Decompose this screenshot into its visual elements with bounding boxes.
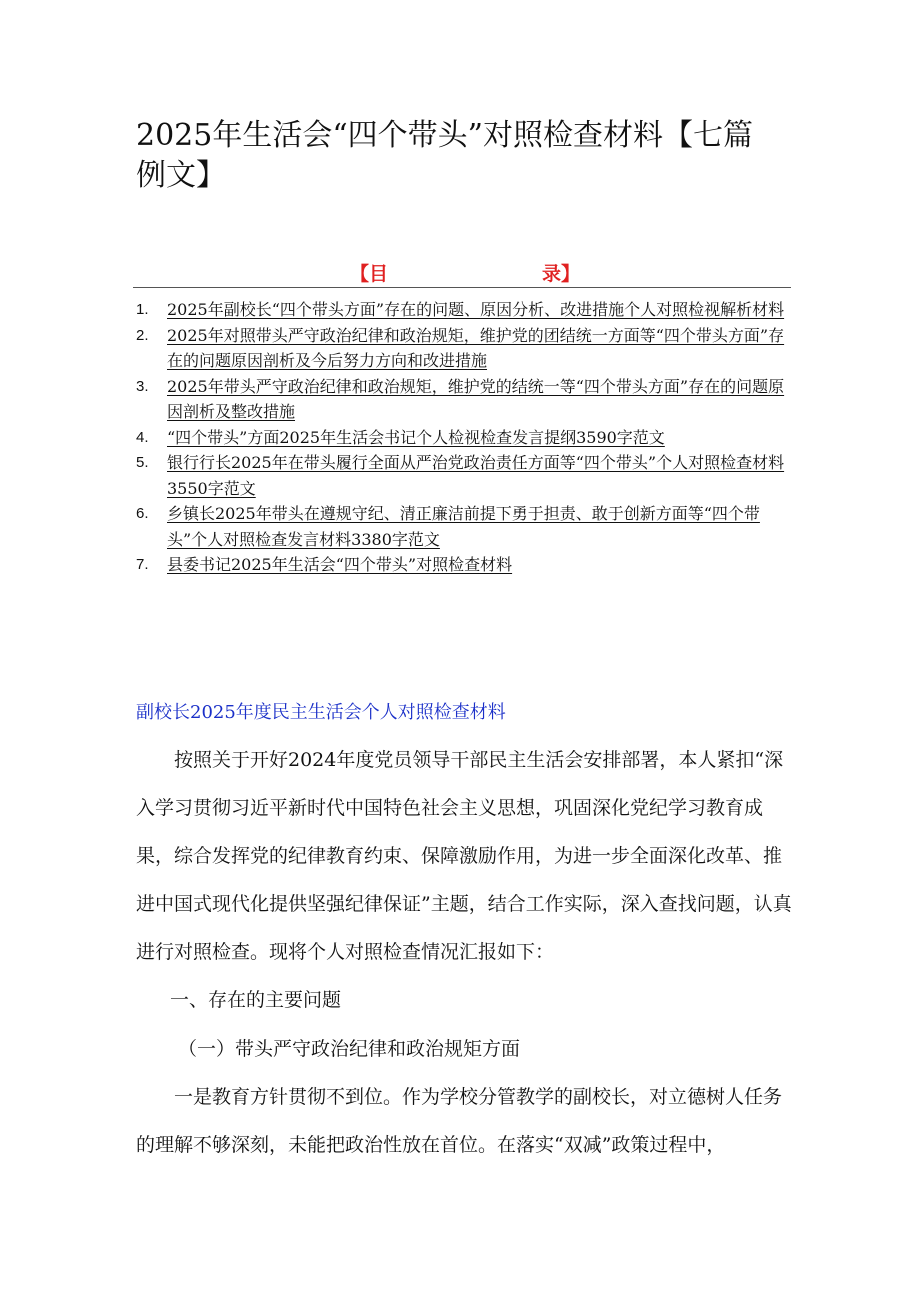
toc-link[interactable]: 2025年带头严守政治纪律和政治规矩，维护党的结统一等“四个带头方面”存在的问题原因剖析及整改措施 bbox=[167, 376, 785, 421]
toc-item-number: 5. bbox=[136, 454, 149, 471]
toc-divider bbox=[133, 287, 791, 288]
toc-link[interactable]: 2025年副校长“四个带头方面”存在的问题、原因分析、改进措施个人对照检视解析材料 bbox=[167, 300, 785, 319]
toc-item-number: 6. bbox=[136, 505, 149, 522]
document-title: 2025年生活会“四个带头”对照检查材料【七篇例文】 bbox=[136, 118, 754, 193]
toc-heading bbox=[350, 262, 580, 286]
toc-heading-left: 【目 bbox=[350, 263, 389, 285]
toc-link[interactable]: 县委书记2025年生活会“四个带头”对照检查材料 bbox=[167, 555, 513, 574]
toc-item-number: 3. bbox=[136, 377, 149, 395]
toc-link[interactable]: 乡镇长2025年带头在遵规守纪、清正廉洁前提下勇于担责、敢于创新方面等“四个带头”个人对照检查发言材料3380字范文 bbox=[167, 504, 760, 549]
table-of-contents bbox=[136, 297, 796, 578]
toc-item bbox=[136, 450, 796, 501]
toc-item bbox=[136, 425, 796, 451]
toc-item-number: 7. bbox=[136, 556, 149, 573]
toc-item bbox=[136, 297, 796, 323]
toc-item bbox=[136, 374, 796, 425]
toc-item-number: 4. bbox=[136, 428, 149, 446]
toc-item bbox=[136, 323, 796, 374]
heading-level-2: （一）带头严守政治纪律和政治规矩方面 bbox=[178, 1038, 521, 1060]
body-paragraph: 一是教育方针贯彻不到位。作为学校分管教学的副校长，对立德树人任务的理解不够深刻，未能把政治性放在首位。在落实“双减”政策过程中， bbox=[136, 1086, 783, 1156]
toc-link[interactable]: 2025年对照带头严守政治纪律和政治规矩，维护党的团结统一方面等“四个带头方面”存在的问题原因剖析及今后努力方向和改进措施 bbox=[167, 325, 785, 370]
intro-paragraph: 按照关于开好2024年度党员领导干部民主生活会安排部署，本人紧扣“深入学习贯彻习近平新时代中国特色社会主义思想，巩固深化党纪学习教育成果，综合发挥党的纪律教育约束、保障激励作用，为进一步全面深化改革、推进中国式现代化提供坚强纪律保证”主题，结合工作实际，深入查找问题，认真进行对照检查。现将个人对照检查情况汇报如下： bbox=[136, 749, 792, 963]
toc-item-number: 2. bbox=[136, 326, 149, 344]
toc-item-number: 1. bbox=[136, 301, 149, 318]
toc-item bbox=[136, 552, 796, 578]
toc-link[interactable]: 银行行长2025年在带头履行全面从严治党政治责任方面等“四个带头”个人对照检查材料3550字范文 bbox=[167, 453, 785, 498]
toc-link[interactable]: “四个带头”方面2025年生活会书记个人检视检查发言提纲3590字范文 bbox=[167, 427, 665, 447]
section-title: 副校长2025年度民主生活会个人对照检查材料 bbox=[136, 702, 506, 723]
toc-heading-right: 录】 bbox=[541, 263, 580, 285]
toc-item bbox=[136, 501, 796, 552]
heading-level-1: 一、存在的主要问题 bbox=[170, 989, 342, 1011]
